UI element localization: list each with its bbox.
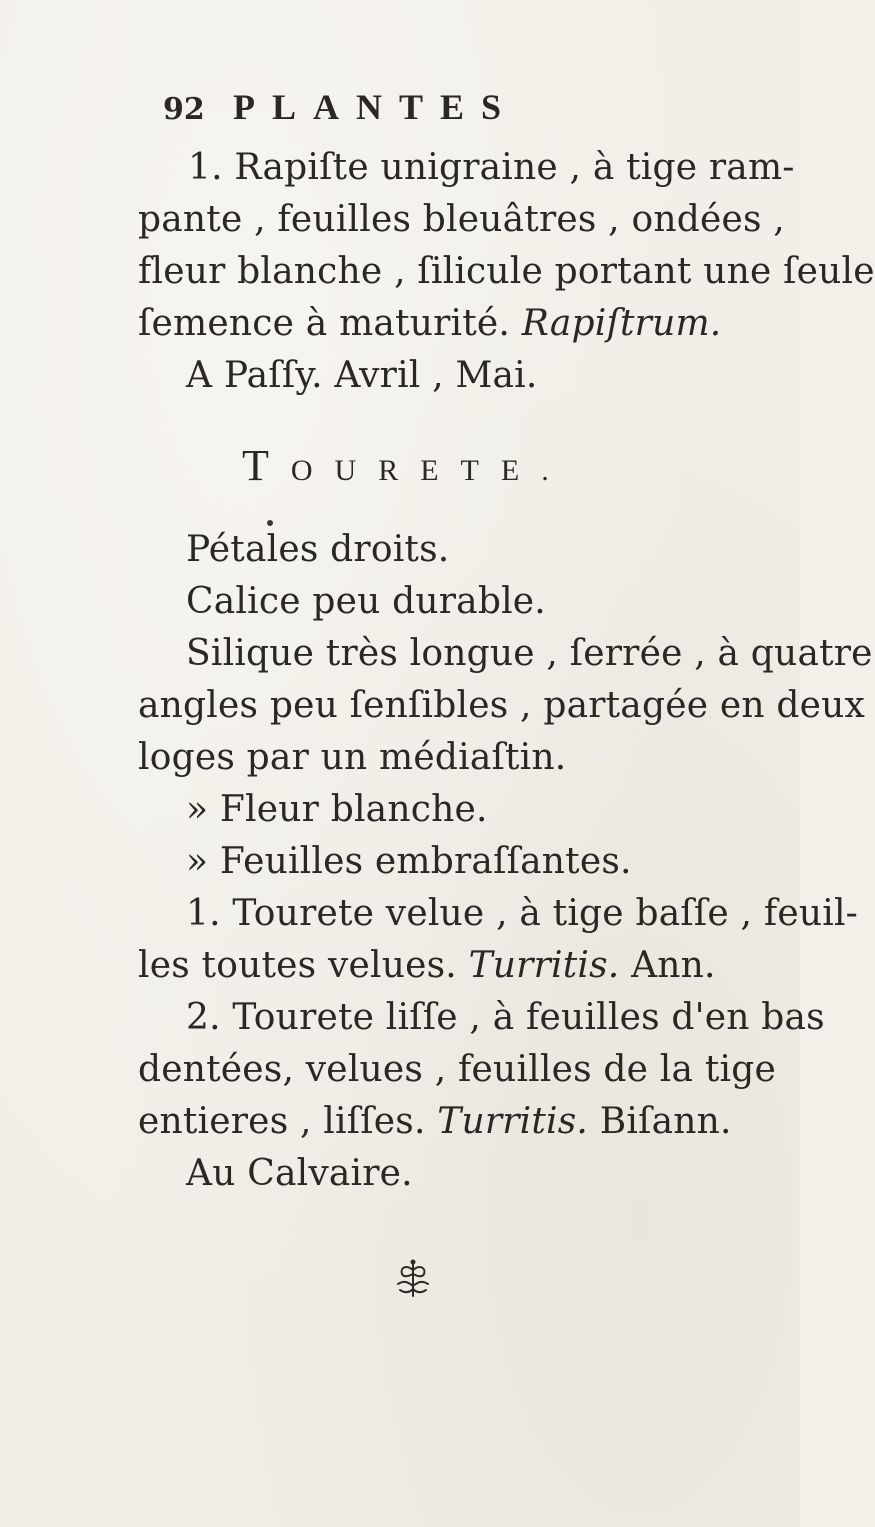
entry-tourete-velue-text: les toutes velues. xyxy=(138,945,457,986)
duration-annual: Ann. xyxy=(631,945,716,986)
duration-biennial: Biſann. xyxy=(599,1101,732,1142)
entry-rapiste-line-2: pante , feuilles bleuâtres , ondées , xyxy=(138,199,785,240)
latin-name-turritis-1: Turritis. xyxy=(468,945,620,986)
entry-tourete-lisse-line-2: dentées, velues , feuilles de la tige xyxy=(138,1049,776,1090)
page-number: 92 xyxy=(163,92,205,127)
section-heading-rest: OURETE. xyxy=(290,454,571,487)
entry-tourete-velue-line-2 xyxy=(138,945,716,986)
entry-tourete-lisse-text: entieres , liſſes. xyxy=(138,1101,426,1142)
fleuron-icon xyxy=(390,1256,436,1302)
running-title: PLANTES xyxy=(233,87,519,127)
desc-petales: Pétales droits. xyxy=(186,529,450,570)
entry-rapiste-line-4 xyxy=(138,303,722,344)
entry-tourete-lisse-line-3 xyxy=(138,1101,732,1142)
location-passy: A Paſſy. Avril , Mai. xyxy=(186,355,538,396)
entry-tourete-lisse-line-1: 2. Tourete liſſe , à feuilles d'en bas xyxy=(186,997,825,1038)
location-calvaire: Au Calvaire. xyxy=(186,1153,413,1194)
entry-rapiste-line-3: fleur blanche , ſilicule portant une ſeule xyxy=(138,251,875,292)
latin-name-turritis-2: Turritis. xyxy=(437,1101,589,1142)
latin-name-rapistrum: Rapiſtrum. xyxy=(521,303,722,344)
desc-fleur: » Fleur blanche. xyxy=(186,789,488,830)
entry-rapiste-text: ſemence à maturité. xyxy=(138,303,511,344)
desc-silique-line-1: Silique très longue , ſerrée , à quatre xyxy=(186,633,873,674)
desc-feuilles: » Feuilles embraſſantes. xyxy=(186,841,632,882)
desc-silique-line-3: loges par un médiaſtin. xyxy=(138,737,567,778)
desc-silique-line-2: angles peu ſenſibles , partagée en deux xyxy=(138,685,866,726)
section-heading-tourete xyxy=(242,440,571,491)
entry-tourete-velue-line-1: 1. Tourete velue , à tige baſſe , feuil- xyxy=(186,893,859,934)
ornament-dot xyxy=(267,520,273,526)
desc-calice: Calice peu durable. xyxy=(186,581,546,622)
entry-rapiste-line-1: 1. Rapiſte unigraine , à tige ram- xyxy=(188,147,795,188)
section-heading-initial: T xyxy=(242,441,291,490)
